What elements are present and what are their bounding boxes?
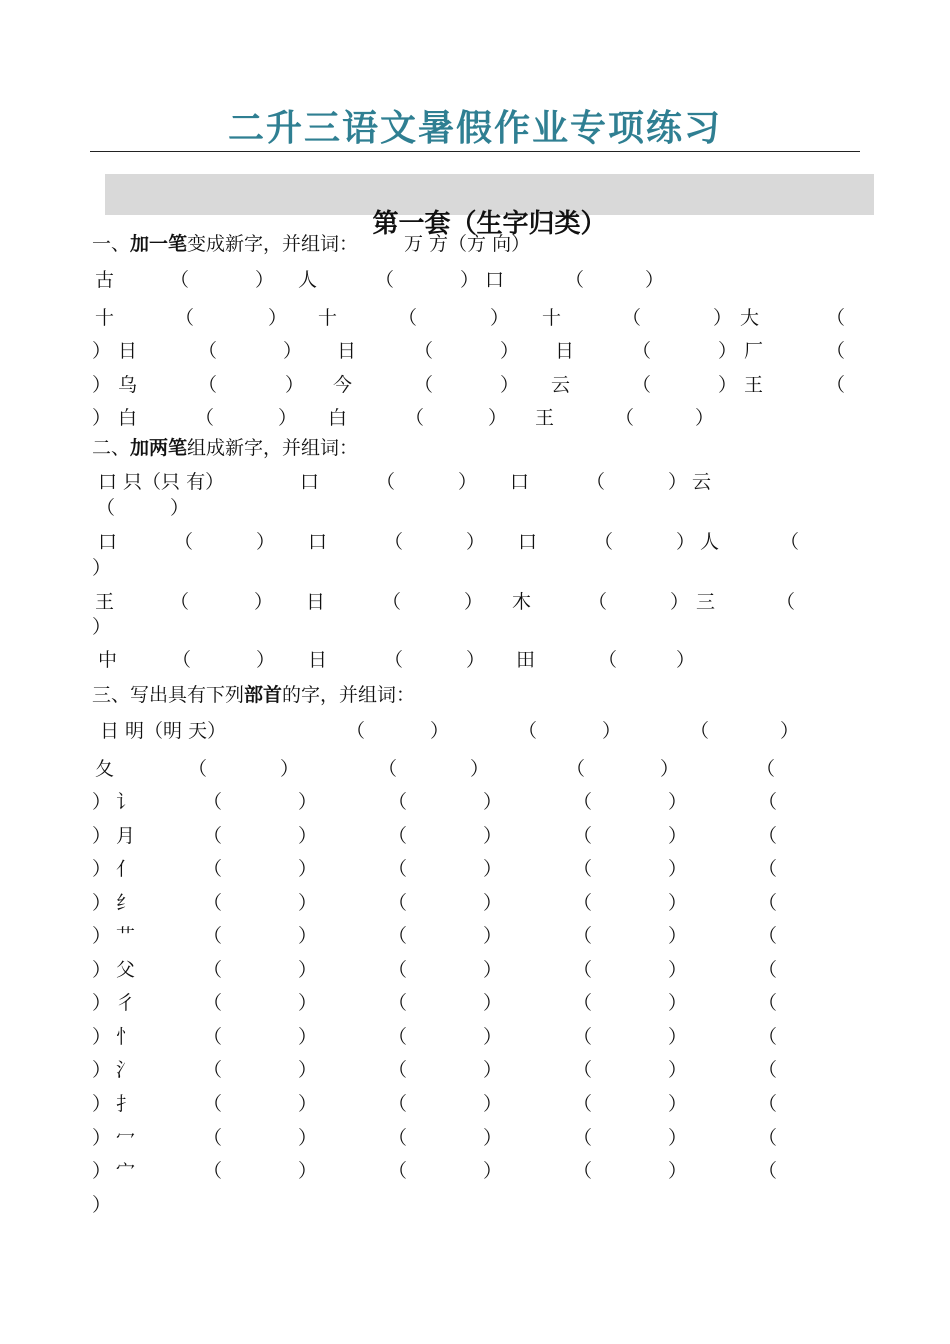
answer-blank-close[interactable]: ） [602,720,622,742]
stem-char: 口 [518,531,538,553]
answer-blank-close[interactable]: ） [92,374,112,396]
answer-blank-close[interactable]: ） [298,925,318,947]
stem-char: 王 [744,374,764,396]
answer-blank-open[interactable]: （ [573,959,593,981]
answer-blank-open[interactable]: （ [388,825,408,847]
answer-blank-close[interactable]: ） [460,269,480,291]
answer-blank-close[interactable]: ） [668,791,688,813]
answer-blank-close[interactable]: ） [298,1093,318,1115]
stem-char: 古 [95,269,115,291]
answer-blank-close[interactable]: ） [92,892,112,914]
answer-blank-open[interactable]: （ [758,892,778,914]
answer-blank-open[interactable]: （ [203,1160,223,1182]
title-underline [90,151,860,152]
radical-char: 纟 [116,892,136,914]
answer-blank-open[interactable]: （ [203,1059,223,1081]
answer-blank-open[interactable]: （ [690,720,710,742]
section-3-row [0,1157,950,1185]
answer-blank-open[interactable]: （ [518,720,538,742]
radical-char: 冖 [116,1127,136,1149]
answer-blank-close[interactable]: ） [483,825,503,847]
answer-blank-open[interactable]: （ [203,1026,223,1048]
answer-blank-open[interactable]: （ [573,1093,593,1115]
answer-blank-close[interactable]: ） [92,825,112,847]
stem-char: 日 [555,340,575,362]
answer-blank-close[interactable]: ） [483,1093,503,1115]
section-3-row-end [0,1191,950,1219]
radical-char: 宀 [116,1160,136,1182]
answer-blank-open[interactable]: （ [170,591,190,613]
answer-blank-close[interactable]: ） [254,591,274,613]
section-1-row [0,371,950,399]
stem-char: 王 [95,591,115,613]
stem-char: 乌 [118,374,138,396]
radical-char: 亻 [116,858,136,880]
answer-blank-open[interactable]: （ [203,858,223,880]
answer-blank-close[interactable]: ） [92,925,112,947]
answer-blank-open[interactable]: （ [172,649,192,671]
answer-blank-open[interactable]: （ [588,591,608,613]
section-2-row [0,528,950,556]
answer-blank-open[interactable]: （ [758,992,778,1014]
answer-blank-close[interactable]: ） [668,959,688,981]
radical-char: 父 [116,959,136,981]
answer-blank-open[interactable]: （ [758,1026,778,1048]
answer-blank-close[interactable]: ） [780,720,800,742]
answer-blank-open[interactable]: （ [388,892,408,914]
answer-blank-close[interactable]: ） [298,959,318,981]
answer-blank-close[interactable]: ） [660,758,680,780]
answer-blank-open[interactable]: （ [203,825,223,847]
stem-char: 白 [118,407,138,429]
answer-blank-close[interactable]: ） [668,825,688,847]
stem-char: 田 [516,649,536,671]
answer-blank-close[interactable]: ） [298,791,318,813]
answer-blank-open[interactable]: （ [382,591,402,613]
section-2-example: 口 只（只 有） [98,471,225,493]
radical-char: 忄 [116,1026,136,1048]
answer-blank-open[interactable]: （ [175,307,195,329]
answer-blank-open[interactable]: （ [758,825,778,847]
answer-blank-close[interactable]: ） [298,1160,318,1182]
answer-blank-open[interactable]: （ [622,307,642,329]
section-heading-band [105,174,874,239]
answer-blank-close[interactable]: ） [668,471,688,493]
answer-blank-open[interactable]: （ [566,758,586,780]
stem-char: 三 [696,591,716,613]
answer-blank-close[interactable]: ） [668,1160,688,1182]
answer-blank-open[interactable]: （ [594,531,614,553]
answer-blank-open[interactable]: （ [405,407,425,429]
answer-blank-open[interactable]: （ [388,1093,408,1115]
answer-blank-open[interactable]: （ [573,1026,593,1048]
answer-blank-close[interactable]: ） [92,1127,112,1149]
answer-blank-close[interactable]: ） [298,858,318,880]
answer-blank-open[interactable]: （ [388,1160,408,1182]
answer-blank-open[interactable]: （ [573,1160,593,1182]
section-3-row [0,717,950,745]
answer-blank-close[interactable]: ） [298,992,318,1014]
section-3-row [0,755,950,783]
answer-blank-close[interactable]: ） [92,557,112,579]
stem-char: 口 [510,471,530,493]
section-1-row [0,337,950,365]
stem-char: 厂 [744,340,764,362]
section-3-header [0,681,950,709]
radical-char: 扌 [116,1093,136,1115]
answer-blank-open[interactable]: （ [758,858,778,880]
answer-blank-close[interactable]: ） [298,892,318,914]
answer-blank-open[interactable]: （ [198,340,218,362]
answer-blank-close[interactable]: ） [500,340,520,362]
stem-char: 日 [337,340,357,362]
answer-blank-open[interactable]: （ [573,892,593,914]
answer-blank-close[interactable]: ） [500,374,520,396]
answer-blank-close[interactable]: ） [466,649,486,671]
answer-blank-open[interactable]: （ [758,959,778,981]
answer-blank-close[interactable]: ） [483,1160,503,1182]
stem-char: 王 [535,407,555,429]
section-3-row [0,1090,950,1118]
answer-blank-close[interactable]: ） [645,269,665,291]
stem-char: 口 [300,471,320,493]
answer-blank-open[interactable]: （ [615,407,635,429]
stem-char: 人 [700,531,720,553]
answer-blank-close[interactable]: ） [466,531,486,553]
answer-blank-close[interactable]: ） [298,1026,318,1048]
answer-blank-close[interactable]: ） [298,1127,318,1149]
answer-blank-close[interactable]: ） [92,1093,112,1115]
section-1-row [0,304,950,332]
answer-blank-close[interactable]: ） [668,858,688,880]
answer-blank-close[interactable]: ） [92,1194,112,1216]
answer-blank-close[interactable]: ） [483,925,503,947]
answer-blank-open[interactable]: （ [170,269,190,291]
answer-blank-close[interactable]: ） [483,791,503,813]
answer-blank-open[interactable]: （ [632,340,652,362]
stem-char: 白 [328,407,348,429]
answer-blank-close[interactable]: ） [255,269,275,291]
answer-blank-close[interactable]: ） [268,307,288,329]
answer-blank-open[interactable]: （ [414,340,434,362]
answer-blank-close[interactable]: ） [285,374,305,396]
stem-char: 日 [308,649,328,671]
answer-blank-open[interactable]: （ [203,992,223,1014]
stem-char: 口 [98,531,118,553]
stem-char: 大 [740,307,760,329]
section-2-row-wrap [0,554,950,582]
section-2-header [0,434,950,462]
answer-blank-open[interactable]: （ [573,825,593,847]
answer-blank-open[interactable]: （ [776,591,796,613]
answer-blank-close[interactable]: ） [464,591,484,613]
answer-blank-close[interactable]: ） [668,1059,688,1081]
answer-blank-close[interactable]: ） [430,720,450,742]
answer-blank-close[interactable]: ） [483,1026,503,1048]
answer-blank-open[interactable]: （ [388,791,408,813]
answer-blank-open[interactable]: （ [203,959,223,981]
answer-blank-close[interactable]: ） [298,825,318,847]
answer-blank-close[interactable]: ） [483,858,503,880]
section-2-row [0,588,950,616]
stem-char: 十 [95,307,115,329]
answer-blank-close[interactable]: ） [483,959,503,981]
answer-blank-open[interactable]: （ [826,340,846,362]
answer-blank-open[interactable]: （ [388,1059,408,1081]
section-3-row [0,922,950,950]
answer-blank-open[interactable]: （ [758,791,778,813]
answer-blank-open[interactable]: （ [826,307,846,329]
answer-blank-open[interactable]: （ [378,758,398,780]
stem-char: 人 [298,269,318,291]
answer-blank-close[interactable]: ） [676,649,696,671]
answer-blank-open[interactable]: （ [388,1026,408,1048]
answer-blank-close[interactable]: ） [470,758,490,780]
section-3-row [0,788,950,816]
section-1-row [0,404,950,432]
stem-char: 十 [318,307,338,329]
answer-blank-open[interactable]: （ [203,791,223,813]
section-1-header-text: 一、加一笔变成新字，并组词： [92,233,359,255]
answer-blank-close[interactable]: ） [483,992,503,1014]
answer-blank-close[interactable]: ） [256,531,276,553]
answer-blank-close[interactable]: ） [298,1059,318,1081]
section-3-row [0,1056,950,1084]
stem-char: 中 [98,649,118,671]
section-3-row [0,889,950,917]
stem-char: 口 [308,531,328,553]
answer-blank-close[interactable]: ） [92,858,112,880]
section-3-row [0,956,950,984]
answer-blank-close[interactable]: ） [92,407,112,429]
answer-blank-open[interactable]: （ [780,531,800,553]
answer-blank-close[interactable]: ） [256,649,276,671]
answer-blank-open[interactable]: （ [573,1059,593,1081]
answer-blank-open[interactable]: （ [388,1127,408,1149]
answer-blank-close[interactable]: ） [483,1127,503,1149]
section-1-row [0,266,950,294]
answer-blank-open[interactable]: （ [758,925,778,947]
answer-blank-open[interactable]: （ [398,307,418,329]
section-3-row [0,855,950,883]
answer-blank-close[interactable]: ） [676,531,696,553]
radical-char: 夂 [95,758,115,780]
answer-blank-close[interactable]: ） [668,992,688,1014]
answer-blank-open[interactable]: （ [384,649,404,671]
answer-blank-open[interactable]: （ [388,858,408,880]
answer-blank-close[interactable]: ） [668,925,688,947]
section-3-header-text: 三、写出具有下列部首的字，并组词： [92,684,416,706]
answer-blank-close[interactable]: ） [670,591,690,613]
stem-char: 口 [485,269,505,291]
answer-blank-open[interactable]: （ [174,531,194,553]
answer-blank-close[interactable]: ） [92,340,112,362]
answer-blank-close[interactable]: ） [92,791,112,813]
answer-blank-open[interactable]: （ [565,269,585,291]
answer-blank-open[interactable]: （ [758,1160,778,1182]
answer-blank-open[interactable]: （ [376,471,396,493]
answer-blank-open[interactable]: （ [195,407,215,429]
section-heading: 第一套（生字归类） [372,209,607,239]
answer-blank-open[interactable]: （ [203,1093,223,1115]
answer-blank-open[interactable]: （ [586,471,606,493]
answer-blank-close[interactable]: ） [92,1059,112,1081]
page-title: 二升三语文暑假作业专项练习 [227,108,722,149]
stem-char: 云 [692,471,712,493]
stem-char: 十 [542,307,562,329]
answer-blank-close[interactable]: ） [170,497,190,519]
section-3-row [0,989,950,1017]
answer-blank-open[interactable]: （ [573,858,593,880]
answer-blank-open[interactable]: （ [203,925,223,947]
answer-blank-close[interactable]: ） [92,1160,112,1182]
answer-blank-open[interactable]: （ [203,892,223,914]
answer-blank-open[interactable]: （ [384,531,404,553]
answer-blank-close[interactable]: ） [668,892,688,914]
answer-blank-open[interactable]: （ [346,720,366,742]
answer-blank-close[interactable]: ） [668,1127,688,1149]
answer-blank-open[interactable]: （ [758,1093,778,1115]
section-3-row [0,1124,950,1152]
answer-blank-close[interactable]: ） [278,407,298,429]
answer-blank-close[interactable]: ） [92,959,112,981]
answer-blank-close[interactable]: ） [488,407,508,429]
answer-blank-close[interactable]: ） [490,307,510,329]
stem-char: 日 [306,591,326,613]
answer-blank-open[interactable]: （ [573,925,593,947]
radical-char: 氵 [116,1059,136,1081]
answer-blank-open[interactable]: （ [96,497,116,519]
answer-blank-open[interactable]: （ [573,992,593,1014]
radical-char: 彳 [116,992,136,1014]
answer-blank-close[interactable]: ） [718,374,738,396]
answer-blank-open[interactable]: （ [632,374,652,396]
stem-char: 今 [333,374,353,396]
section-2-row-wrap [0,494,950,522]
answer-blank-open[interactable]: （ [388,925,408,947]
stem-char: 日 [118,340,138,362]
answer-blank-close[interactable]: ） [458,471,478,493]
answer-blank-open[interactable]: （ [826,374,846,396]
answer-blank-open[interactable]: （ [203,1127,223,1149]
section-3-row [0,1023,950,1051]
answer-blank-close[interactable]: ） [92,1026,112,1048]
section-3-example: 日 明（明 天） [100,720,227,742]
answer-blank-close[interactable]: ） [718,340,738,362]
section-2-header-text: 二、加两笔组成新字，并组词： [92,437,359,459]
answer-blank-close[interactable]: ） [92,616,112,638]
answer-blank-close[interactable]: ） [668,1026,688,1048]
answer-blank-open[interactable]: （ [388,992,408,1014]
answer-blank-open[interactable]: （ [414,374,434,396]
answer-blank-open[interactable]: （ [758,1059,778,1081]
answer-blank-close[interactable]: ） [283,340,303,362]
section-2-row [0,646,950,674]
section-3-row [0,822,950,850]
answer-blank-close[interactable]: ） [668,1093,688,1115]
answer-blank-close[interactable]: ） [280,758,300,780]
answer-blank-close[interactable]: ） [92,992,112,1014]
answer-blank-open[interactable]: （ [198,374,218,396]
answer-blank-close[interactable]: ） [695,407,715,429]
answer-blank-open[interactable]: （ [573,1127,593,1149]
stem-char: 云 [551,374,571,396]
answer-blank-close[interactable]: ） [483,892,503,914]
radical-char: 讠 [116,791,136,813]
answer-blank-open[interactable]: （ [573,791,593,813]
answer-blank-open[interactable]: （ [758,1127,778,1149]
radical-char: 月 [116,825,136,847]
answer-blank-open[interactable]: （ [388,959,408,981]
section-1-header [0,230,950,258]
answer-blank-open[interactable]: （ [375,269,395,291]
section-1-example: 万 方（方 向） [404,233,531,255]
answer-blank-close[interactable]: ） [483,1059,503,1081]
radical-char: 艹 [116,925,136,947]
answer-blank-open[interactable]: （ [188,758,208,780]
answer-blank-open[interactable]: （ [756,758,776,780]
answer-blank-close[interactable]: ） [713,307,733,329]
stem-char: 木 [512,591,532,613]
answer-blank-open[interactable]: （ [598,649,618,671]
section-2-row-wrap [0,613,950,641]
section-2-row [0,468,950,496]
